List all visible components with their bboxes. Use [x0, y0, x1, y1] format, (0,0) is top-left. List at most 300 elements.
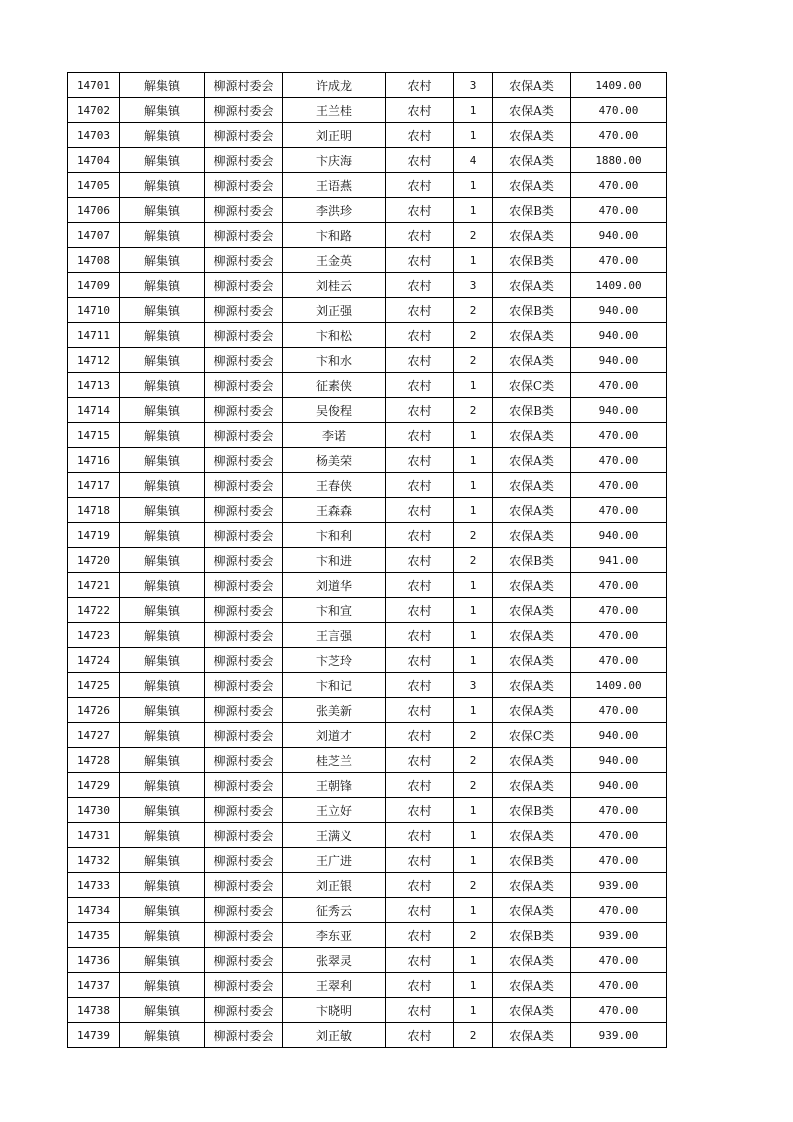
cell-type: 农村 — [386, 873, 454, 898]
table-row — [68, 448, 667, 473]
cell-id: 14708 — [68, 248, 120, 273]
cell-village: 柳源村委会 — [205, 673, 283, 698]
cell-amount: 939.00 — [571, 923, 667, 948]
table-row — [68, 598, 667, 623]
cell-type: 农村 — [386, 448, 454, 473]
cell-count: 1 — [454, 973, 493, 998]
cell-category: 农保A类 — [493, 123, 571, 148]
cell-amount: 940.00 — [571, 723, 667, 748]
cell-count: 3 — [454, 273, 493, 298]
cell-amount: 470.00 — [571, 373, 667, 398]
cell-id: 14734 — [68, 898, 120, 923]
cell-category: 农保A类 — [493, 323, 571, 348]
cell-name: 卞和路 — [283, 223, 386, 248]
cell-village: 柳源村委会 — [205, 598, 283, 623]
cell-count: 1 — [454, 198, 493, 223]
cell-id: 14729 — [68, 773, 120, 798]
table-row — [68, 548, 667, 573]
cell-amount: 470.00 — [571, 798, 667, 823]
cell-id: 14732 — [68, 848, 120, 873]
cell-village: 柳源村委会 — [205, 973, 283, 998]
cell-village: 柳源村委会 — [205, 548, 283, 573]
table-row — [68, 473, 667, 498]
cell-id: 14717 — [68, 473, 120, 498]
cell-town: 解集镇 — [120, 173, 205, 198]
cell-id: 14731 — [68, 823, 120, 848]
cell-count: 3 — [454, 73, 493, 98]
cell-id: 14720 — [68, 548, 120, 573]
cell-count: 1 — [454, 798, 493, 823]
cell-village: 柳源村委会 — [205, 1023, 283, 1048]
cell-amount: 1880.00 — [571, 148, 667, 173]
cell-count: 1 — [454, 823, 493, 848]
cell-type: 农村 — [386, 498, 454, 523]
cell-type: 农村 — [386, 248, 454, 273]
cell-amount: 470.00 — [571, 848, 667, 873]
cell-category: 农保A类 — [493, 1023, 571, 1048]
cell-amount: 470.00 — [571, 823, 667, 848]
cell-amount: 940.00 — [571, 298, 667, 323]
cell-town: 解集镇 — [120, 723, 205, 748]
cell-village: 柳源村委会 — [205, 623, 283, 648]
table-row — [68, 198, 667, 223]
cell-count: 4 — [454, 148, 493, 173]
cell-category: 农保B类 — [493, 198, 571, 223]
cell-amount: 470.00 — [571, 973, 667, 998]
table-row — [68, 1023, 667, 1048]
cell-count: 1 — [454, 498, 493, 523]
cell-count: 2 — [454, 298, 493, 323]
cell-category: 农保A类 — [493, 598, 571, 623]
cell-count: 1 — [454, 373, 493, 398]
cell-type: 农村 — [386, 298, 454, 323]
cell-count: 1 — [454, 623, 493, 648]
cell-count: 2 — [454, 873, 493, 898]
cell-name: 吴俊程 — [283, 398, 386, 423]
cell-name: 卞晓明 — [283, 998, 386, 1023]
cell-id: 14718 — [68, 498, 120, 523]
cell-count: 3 — [454, 673, 493, 698]
cell-town: 解集镇 — [120, 323, 205, 348]
cell-id: 14722 — [68, 598, 120, 623]
cell-village: 柳源村委会 — [205, 998, 283, 1023]
cell-category: 农保A类 — [493, 423, 571, 448]
cell-town: 解集镇 — [120, 773, 205, 798]
cell-id: 14721 — [68, 573, 120, 598]
cell-name: 卞庆海 — [283, 148, 386, 173]
cell-village: 柳源村委会 — [205, 573, 283, 598]
cell-category: 农保A类 — [493, 698, 571, 723]
cell-id: 14737 — [68, 973, 120, 998]
cell-village: 柳源村委会 — [205, 448, 283, 473]
cell-count: 1 — [454, 573, 493, 598]
cell-category: 农保A类 — [493, 823, 571, 848]
cell-count: 1 — [454, 948, 493, 973]
cell-name: 张翠灵 — [283, 948, 386, 973]
cell-id: 14739 — [68, 1023, 120, 1048]
cell-town: 解集镇 — [120, 223, 205, 248]
cell-amount: 1409.00 — [571, 273, 667, 298]
cell-town: 解集镇 — [120, 898, 205, 923]
cell-count: 1 — [454, 448, 493, 473]
cell-amount: 470.00 — [571, 198, 667, 223]
cell-town: 解集镇 — [120, 448, 205, 473]
cell-amount: 470.00 — [571, 473, 667, 498]
cell-category: 农保C类 — [493, 373, 571, 398]
cell-count: 2 — [454, 1023, 493, 1048]
cell-name: 卞和松 — [283, 323, 386, 348]
cell-type: 农村 — [386, 223, 454, 248]
cell-count: 2 — [454, 523, 493, 548]
cell-count: 2 — [454, 548, 493, 573]
cell-count: 2 — [454, 398, 493, 423]
data-table — [67, 72, 667, 1048]
table-row — [68, 748, 667, 773]
cell-type: 农村 — [386, 573, 454, 598]
cell-category: 农保A类 — [493, 523, 571, 548]
cell-village: 柳源村委会 — [205, 823, 283, 848]
cell-type: 农村 — [386, 273, 454, 298]
cell-town: 解集镇 — [120, 73, 205, 98]
cell-name: 刘道才 — [283, 723, 386, 748]
cell-category: 农保A类 — [493, 348, 571, 373]
cell-id: 14712 — [68, 348, 120, 373]
cell-name: 刘道华 — [283, 573, 386, 598]
cell-amount: 940.00 — [571, 348, 667, 373]
cell-name: 征秀云 — [283, 898, 386, 923]
cell-amount: 940.00 — [571, 323, 667, 348]
cell-name: 征素侠 — [283, 373, 386, 398]
cell-id: 14719 — [68, 523, 120, 548]
cell-name: 卞和宣 — [283, 598, 386, 623]
cell-amount: 470.00 — [571, 498, 667, 523]
cell-town: 解集镇 — [120, 848, 205, 873]
cell-type: 农村 — [386, 473, 454, 498]
cell-type: 农村 — [386, 598, 454, 623]
cell-village: 柳源村委会 — [205, 473, 283, 498]
cell-village: 柳源村委会 — [205, 523, 283, 548]
cell-id: 14711 — [68, 323, 120, 348]
cell-category: 农保A类 — [493, 973, 571, 998]
table-row — [68, 798, 667, 823]
cell-category: 农保A类 — [493, 273, 571, 298]
cell-amount: 940.00 — [571, 523, 667, 548]
cell-amount: 470.00 — [571, 98, 667, 123]
cell-village: 柳源村委会 — [205, 273, 283, 298]
cell-count: 1 — [454, 123, 493, 148]
cell-id: 14730 — [68, 798, 120, 823]
cell-name: 卞和记 — [283, 673, 386, 698]
table-row — [68, 248, 667, 273]
cell-town: 解集镇 — [120, 673, 205, 698]
cell-village: 柳源村委会 — [205, 898, 283, 923]
cell-name: 王言强 — [283, 623, 386, 648]
cell-type: 农村 — [386, 673, 454, 698]
cell-type: 农村 — [386, 923, 454, 948]
table-row — [68, 373, 667, 398]
cell-village: 柳源村委会 — [205, 848, 283, 873]
cell-category: 农保A类 — [493, 623, 571, 648]
cell-id: 14735 — [68, 923, 120, 948]
cell-count: 2 — [454, 773, 493, 798]
cell-village: 柳源村委会 — [205, 748, 283, 773]
cell-town: 解集镇 — [120, 398, 205, 423]
table-row — [68, 173, 667, 198]
cell-count: 2 — [454, 223, 493, 248]
cell-name: 王朝锋 — [283, 773, 386, 798]
cell-town: 解集镇 — [120, 373, 205, 398]
cell-category: 农保A类 — [493, 773, 571, 798]
cell-amount: 940.00 — [571, 223, 667, 248]
cell-type: 农村 — [386, 698, 454, 723]
cell-town: 解集镇 — [120, 98, 205, 123]
cell-town: 解集镇 — [120, 873, 205, 898]
cell-amount: 470.00 — [571, 448, 667, 473]
cell-id: 14706 — [68, 198, 120, 223]
cell-id: 14710 — [68, 298, 120, 323]
cell-name: 王立好 — [283, 798, 386, 823]
cell-type: 农村 — [386, 98, 454, 123]
cell-town: 解集镇 — [120, 798, 205, 823]
cell-id: 14727 — [68, 723, 120, 748]
cell-town: 解集镇 — [120, 923, 205, 948]
table-row — [68, 998, 667, 1023]
cell-village: 柳源村委会 — [205, 498, 283, 523]
cell-town: 解集镇 — [120, 648, 205, 673]
cell-category: 农保B类 — [493, 798, 571, 823]
cell-town: 解集镇 — [120, 473, 205, 498]
cell-town: 解集镇 — [120, 948, 205, 973]
cell-type: 农村 — [386, 748, 454, 773]
cell-amount: 470.00 — [571, 173, 667, 198]
cell-count: 1 — [454, 473, 493, 498]
cell-town: 解集镇 — [120, 348, 205, 373]
cell-town: 解集镇 — [120, 148, 205, 173]
cell-category: 农保A类 — [493, 223, 571, 248]
cell-count: 1 — [454, 98, 493, 123]
cell-village: 柳源村委会 — [205, 773, 283, 798]
cell-village: 柳源村委会 — [205, 348, 283, 373]
cell-category: 农保B类 — [493, 398, 571, 423]
cell-type: 农村 — [386, 648, 454, 673]
cell-type: 农村 — [386, 73, 454, 98]
cell-type: 农村 — [386, 123, 454, 148]
table-row — [68, 948, 667, 973]
cell-id: 14738 — [68, 998, 120, 1023]
cell-town: 解集镇 — [120, 123, 205, 148]
cell-amount: 470.00 — [571, 698, 667, 723]
cell-type: 农村 — [386, 773, 454, 798]
cell-type: 农村 — [386, 823, 454, 848]
cell-town: 解集镇 — [120, 423, 205, 448]
cell-village: 柳源村委会 — [205, 373, 283, 398]
table-row — [68, 623, 667, 648]
cell-amount: 470.00 — [571, 948, 667, 973]
cell-town: 解集镇 — [120, 748, 205, 773]
cell-id: 14704 — [68, 148, 120, 173]
cell-count: 1 — [454, 173, 493, 198]
cell-amount: 470.00 — [571, 898, 667, 923]
cell-amount: 940.00 — [571, 773, 667, 798]
cell-village: 柳源村委会 — [205, 948, 283, 973]
cell-count: 2 — [454, 323, 493, 348]
cell-amount: 941.00 — [571, 548, 667, 573]
cell-village: 柳源村委会 — [205, 648, 283, 673]
cell-town: 解集镇 — [120, 298, 205, 323]
cell-type: 农村 — [386, 623, 454, 648]
cell-village: 柳源村委会 — [205, 398, 283, 423]
cell-town: 解集镇 — [120, 573, 205, 598]
cell-id: 14726 — [68, 698, 120, 723]
cell-count: 1 — [454, 423, 493, 448]
table-row — [68, 298, 667, 323]
table-row — [68, 723, 667, 748]
cell-village: 柳源村委会 — [205, 298, 283, 323]
cell-amount: 939.00 — [571, 1023, 667, 1048]
table-row — [68, 973, 667, 998]
table-row — [68, 698, 667, 723]
cell-village: 柳源村委会 — [205, 798, 283, 823]
cell-town: 解集镇 — [120, 523, 205, 548]
cell-count: 2 — [454, 723, 493, 748]
table-row — [68, 848, 667, 873]
cell-amount: 470.00 — [571, 573, 667, 598]
cell-village: 柳源村委会 — [205, 723, 283, 748]
cell-village: 柳源村委会 — [205, 223, 283, 248]
cell-name: 刘正明 — [283, 123, 386, 148]
cell-town: 解集镇 — [120, 548, 205, 573]
cell-village: 柳源村委会 — [205, 923, 283, 948]
cell-category: 农保C类 — [493, 723, 571, 748]
cell-town: 解集镇 — [120, 823, 205, 848]
cell-name: 王森森 — [283, 498, 386, 523]
cell-amount: 1409.00 — [571, 673, 667, 698]
cell-category: 农保A类 — [493, 148, 571, 173]
cell-village: 柳源村委会 — [205, 173, 283, 198]
cell-category: 农保A类 — [493, 498, 571, 523]
cell-id: 14709 — [68, 273, 120, 298]
cell-name: 王语燕 — [283, 173, 386, 198]
cell-id: 14713 — [68, 373, 120, 398]
cell-name: 刘正银 — [283, 873, 386, 898]
cell-type: 农村 — [386, 523, 454, 548]
cell-id: 14724 — [68, 648, 120, 673]
cell-amount: 470.00 — [571, 248, 667, 273]
cell-type: 农村 — [386, 148, 454, 173]
cell-id: 14728 — [68, 748, 120, 773]
cell-name: 李诺 — [283, 423, 386, 448]
cell-village: 柳源村委会 — [205, 698, 283, 723]
cell-village: 柳源村委会 — [205, 423, 283, 448]
cell-count: 1 — [454, 648, 493, 673]
cell-count: 1 — [454, 998, 493, 1023]
cell-type: 农村 — [386, 998, 454, 1023]
cell-id: 14725 — [68, 673, 120, 698]
table-row — [68, 323, 667, 348]
cell-town: 解集镇 — [120, 998, 205, 1023]
cell-category: 农保A类 — [493, 98, 571, 123]
table-row — [68, 523, 667, 548]
table-row — [68, 648, 667, 673]
cell-category: 农保B类 — [493, 248, 571, 273]
cell-village: 柳源村委会 — [205, 873, 283, 898]
cell-category: 农保B类 — [493, 848, 571, 873]
cell-amount: 1409.00 — [571, 73, 667, 98]
cell-type: 农村 — [386, 423, 454, 448]
cell-type: 农村 — [386, 398, 454, 423]
cell-id: 14733 — [68, 873, 120, 898]
cell-amount: 940.00 — [571, 398, 667, 423]
cell-amount: 940.00 — [571, 748, 667, 773]
cell-name: 卞芝玲 — [283, 648, 386, 673]
table-row — [68, 273, 667, 298]
cell-category: 农保A类 — [493, 673, 571, 698]
cell-category: 农保A类 — [493, 948, 571, 973]
cell-id: 14736 — [68, 948, 120, 973]
cell-village: 柳源村委会 — [205, 148, 283, 173]
cell-category: 农保A类 — [493, 448, 571, 473]
cell-category: 农保A类 — [493, 73, 571, 98]
cell-amount: 470.00 — [571, 598, 667, 623]
table-row — [68, 123, 667, 148]
cell-town: 解集镇 — [120, 698, 205, 723]
table-row — [68, 98, 667, 123]
cell-name: 卞和进 — [283, 548, 386, 573]
table-row — [68, 823, 667, 848]
cell-amount: 470.00 — [571, 423, 667, 448]
cell-name: 桂芝兰 — [283, 748, 386, 773]
cell-amount: 939.00 — [571, 873, 667, 898]
table-row — [68, 398, 667, 423]
cell-name: 张美新 — [283, 698, 386, 723]
table-row — [68, 673, 667, 698]
cell-type: 农村 — [386, 798, 454, 823]
cell-id: 14707 — [68, 223, 120, 248]
cell-type: 农村 — [386, 323, 454, 348]
cell-id: 14723 — [68, 623, 120, 648]
cell-category: 农保B类 — [493, 923, 571, 948]
cell-village: 柳源村委会 — [205, 73, 283, 98]
cell-village: 柳源村委会 — [205, 98, 283, 123]
cell-name: 王兰桂 — [283, 98, 386, 123]
table-row — [68, 923, 667, 948]
cell-count: 2 — [454, 748, 493, 773]
cell-amount: 470.00 — [571, 123, 667, 148]
cell-name: 刘正敏 — [283, 1023, 386, 1048]
cell-category: 农保A类 — [493, 573, 571, 598]
cell-category: 农保A类 — [493, 648, 571, 673]
cell-name: 王广进 — [283, 848, 386, 873]
cell-id: 14715 — [68, 423, 120, 448]
cell-amount: 470.00 — [571, 623, 667, 648]
cell-town: 解集镇 — [120, 273, 205, 298]
cell-amount: 470.00 — [571, 998, 667, 1023]
cell-count: 1 — [454, 598, 493, 623]
cell-type: 农村 — [386, 173, 454, 198]
cell-type: 农村 — [386, 973, 454, 998]
cell-type: 农村 — [386, 548, 454, 573]
cell-id: 14703 — [68, 123, 120, 148]
cell-count: 1 — [454, 248, 493, 273]
cell-category: 农保A类 — [493, 998, 571, 1023]
cell-type: 农村 — [386, 898, 454, 923]
cell-village: 柳源村委会 — [205, 198, 283, 223]
cell-name: 卞和水 — [283, 348, 386, 373]
table-row — [68, 223, 667, 248]
cell-village: 柳源村委会 — [205, 248, 283, 273]
table-row — [68, 498, 667, 523]
table-body — [68, 73, 667, 1048]
